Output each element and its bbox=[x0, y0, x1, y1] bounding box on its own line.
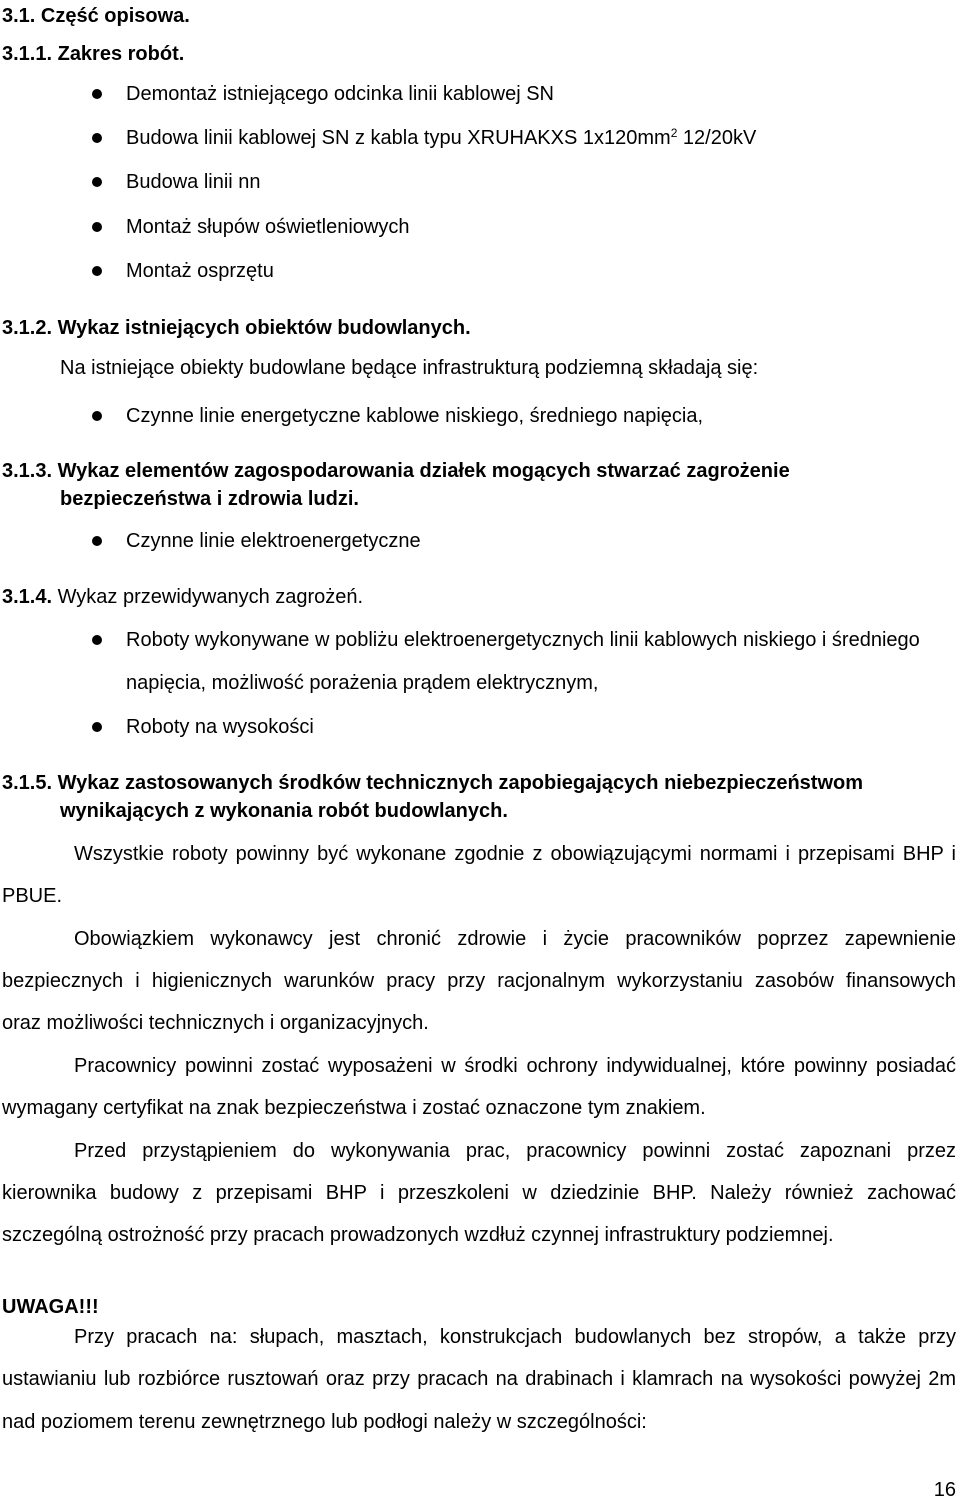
paragraph-line: Przy pracach na: słupach, masztach, konstrukcjach budowlanych bez stropów, a także przy bbox=[74, 1326, 956, 1348]
paragraph-line: ustawianiu lub rozbiórce rusztowań oraz przy pracach na drabinach i klamrach na wysokości powyżej 2m bbox=[2, 1368, 956, 1390]
list-item bbox=[126, 126, 756, 150]
bullet-icon bbox=[92, 133, 102, 143]
paragraph-line: Obowiązkiem wykonawcy jest chronić zdrowie i życie pracowników poprzez zapewnienie bbox=[74, 928, 956, 950]
paragraph-line: oraz możliwości technicznych i organizacyjnych. bbox=[2, 1012, 429, 1034]
bullet-icon bbox=[92, 411, 102, 421]
bullet-icon bbox=[92, 89, 102, 99]
subsection-heading-3-1-1: 3.1.1. Zakres robót. bbox=[2, 43, 185, 65]
paragraph-line: Pracownicy powinni zostać wyposażeni w środki ochrony indywidualnej, które powinny posiadać bbox=[74, 1055, 956, 1077]
paragraph-line: szczególną ostrożność przy pracach prowadzonych wzdłuż czynnej infrastruktury podziemnej. bbox=[2, 1224, 834, 1246]
bullet-icon bbox=[92, 722, 102, 732]
list-item-text: Budowa linii kablowej SN z kabla typu XRUHAKXS 1x120mm bbox=[126, 127, 671, 149]
bullet-icon bbox=[92, 536, 102, 546]
list-item-continuation: napięcia, możliwość porażenia prądem elektrycznym, bbox=[126, 672, 599, 694]
page-number: 16 bbox=[933, 1479, 956, 1501]
subsection-heading-3-1-5: 3.1.5. Wykaz zastosowanych środków technicznych zapobiegających niebezpieczeństwom bbox=[2, 772, 864, 794]
list-item-text: 12/20kV bbox=[677, 127, 757, 149]
subsection-heading-3-1-3-cont: bezpieczeństwa i zdrowia ludzi. bbox=[60, 488, 359, 510]
paragraph: Na istniejące obiekty budowlane będące infrastrukturą podziemną składają się: bbox=[60, 357, 759, 379]
paragraph-line: PBUE. bbox=[2, 885, 63, 907]
subsection-heading-3-1-2: 3.1.2. Wykaz istniejących obiektów budowlanych. bbox=[2, 317, 471, 339]
paragraph-line: nad poziomem terenu zewnętrznego lub podłogi należy w szczególności: bbox=[2, 1411, 647, 1433]
list-item: Roboty na wysokości bbox=[126, 716, 314, 738]
list-item: Montaż osprzętu bbox=[126, 260, 274, 282]
list-item: Roboty wykonywane w pobliżu elektroenergetycznych linii kablowych niskiego i średniego bbox=[126, 629, 920, 651]
list-item: Demontaż istniejącego odcinka linii kablowej SN bbox=[126, 83, 554, 105]
heading-number: 3.1.4. bbox=[2, 586, 53, 608]
bullet-icon bbox=[92, 635, 102, 645]
bullet-icon bbox=[92, 222, 102, 232]
bullet-icon bbox=[92, 266, 102, 276]
subsection-heading-3-1-3: 3.1.3. Wykaz elementów zagospodarowania działek mogących stwarzać zagrożenie bbox=[2, 460, 790, 482]
heading-text: Wykaz przewidywanych zagrożeń. bbox=[57, 586, 364, 608]
list-item: Montaż słupów oświetleniowych bbox=[126, 216, 410, 238]
subsection-heading-3-1-4 bbox=[2, 585, 363, 609]
paragraph-line: Wszystkie roboty powinny być wykonane zgodnie z obowiązującymi normami i przepisami BHP i bbox=[74, 843, 956, 865]
paragraph-line: bezpiecznych i higienicznych warunków pracy przy racjonalnym wykorzystaniu zasobów finansowych bbox=[2, 970, 956, 992]
warning-heading: UWAGA!!! bbox=[2, 1296, 99, 1318]
subsection-heading-3-1-5-cont: wynikających z wykonania robót budowlanych. bbox=[60, 800, 508, 822]
paragraph-line: kierownika budowy z przepisami BHP i przeszkoleni w dziedzinie BHP. Należy również zachować bbox=[2, 1182, 956, 1204]
superscript: 2 bbox=[670, 126, 678, 140]
list-item: Czynne linie elektroenergetyczne bbox=[126, 530, 421, 552]
list-item: Budowa linii nn bbox=[126, 171, 261, 193]
paragraph-line: wymagany certyfikat na znak bezpieczeństwa i zostać oznaczone tym znakiem. bbox=[2, 1097, 706, 1119]
paragraph-line: Przed przystąpieniem do wykonywania prac, pracownicy powinni zostać zapoznani przez bbox=[74, 1140, 956, 1162]
list-item: Czynne linie energetyczne kablowe niskiego, średniego napięcia, bbox=[126, 405, 704, 427]
section-heading: 3.1. Część opisowa. bbox=[2, 5, 190, 27]
bullet-icon bbox=[92, 177, 102, 187]
